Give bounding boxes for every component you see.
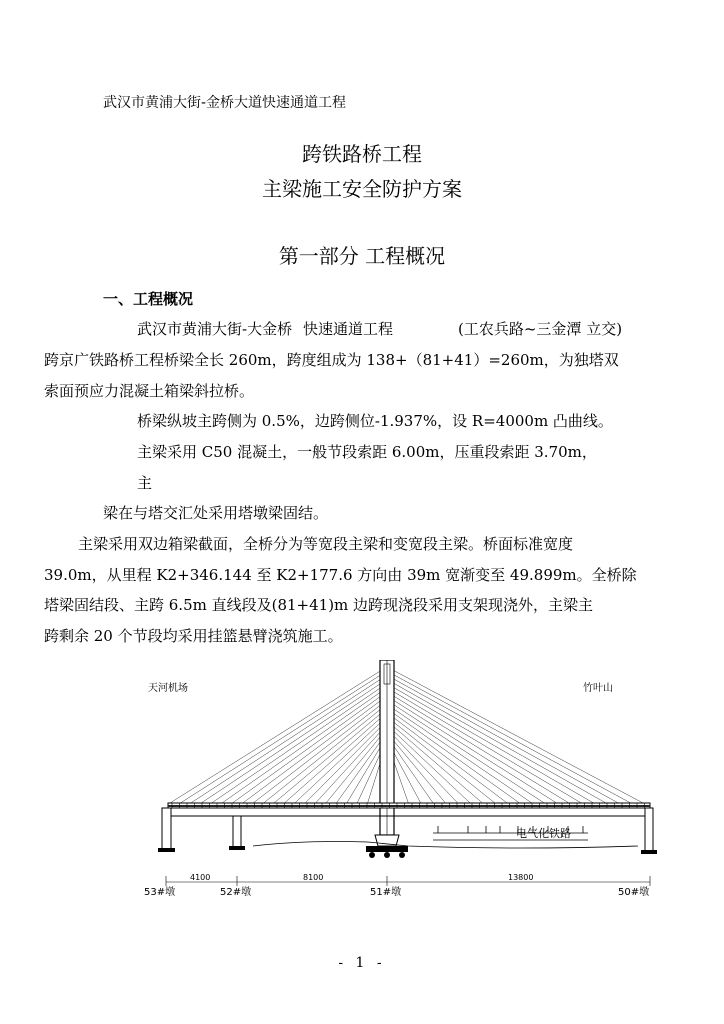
para3-line1: 主梁采用 C50 混凝土，一般节段索距 6.00m，压重段索距 3.70m， [137, 443, 597, 461]
pier-label-50: 50#墩 [618, 887, 650, 898]
stay-cable [389, 702, 544, 803]
bridge-elevation-diagram [138, 660, 658, 910]
doc-title-line2: 主梁施工安全防护方案 [262, 177, 462, 201]
stay-cable [389, 731, 458, 803]
project-name: 武汉市黄浦大街-金桥大道快速通道工程 [103, 95, 347, 111]
pier-label-53: 53#墩 [144, 887, 176, 898]
para4-line2: 39.0m，从里程 K2+346.144 至 K2+177.6 方向由 39m 宽渐变至 49.899m。全桥除 [44, 566, 637, 584]
para1-line1b: 快速通道工程 [303, 320, 394, 338]
stay-cable [284, 714, 385, 803]
stay-cable [389, 739, 433, 803]
para1-line2: 跨京广铁路桥工程桥梁全长 260m，跨度组成为 138+（81+41）=260m，为独塔双 [44, 351, 619, 369]
stay-cable [326, 731, 385, 803]
stay-cable [389, 681, 606, 803]
stay-cable [180, 672, 385, 803]
para4-line3: 塔梁固结段、主跨 6.5m 直线段及(81+41)m 边跨现浇段采用支架现浇外，主梁主 [44, 596, 594, 614]
para1-line3: 索面预应力混凝土箱梁斜拉桥。 [44, 382, 255, 400]
pylon [375, 660, 399, 846]
stay-cable [316, 727, 385, 803]
stay-cable [389, 693, 569, 803]
diagram-right-place: 竹叶山 [583, 683, 613, 694]
railway-label: 电气化铁路 [516, 827, 571, 840]
stay-cable [389, 723, 482, 803]
page-number: - 1 - [338, 955, 386, 971]
span-label-3: 13800 [508, 873, 534, 882]
span-label-1: 4100 [190, 873, 211, 882]
side-piers [162, 808, 653, 852]
diagram-left-place: 天河机场 [148, 683, 188, 694]
stay-cable [389, 727, 470, 803]
para2: 桥梁纵坡主跨侧为 0.5%，边跨侧位-1.937%，设 R=4000m 凸曲线。 [137, 412, 613, 430]
section-heading: 一、工程概况 [103, 290, 194, 308]
stay-cable [389, 706, 532, 803]
deck [168, 803, 650, 816]
stay-cable [170, 668, 385, 803]
stay-cable [232, 693, 385, 803]
stay-cable [389, 735, 445, 803]
para4-line1: 主梁采用双边箱梁截面，全桥分为等宽段主梁和变宽段主梁。桥面标准宽度 [78, 535, 574, 553]
ground-line [253, 842, 638, 849]
stay-cable [336, 735, 385, 803]
para4-line4: 跨剩余 20 个节段均采用挂篮悬臂浇筑施工。 [44, 627, 343, 645]
pier-label-52: 52#墩 [220, 887, 252, 898]
stay-cable [264, 706, 385, 803]
doc-title-line1: 跨铁路桥工程 [302, 142, 422, 166]
stay-cable [274, 710, 385, 803]
part-title: 第一部分 工程概况 [278, 244, 446, 268]
para3-line3: 梁在与塔交汇处采用塔墩梁固结。 [103, 504, 329, 522]
span-label-2: 8100 [303, 873, 324, 882]
pier-label-51: 51#墩 [370, 887, 402, 898]
para1-line1c: (工农兵路~三金潭 立交) [458, 320, 623, 338]
stay-cable [201, 681, 385, 803]
stay-cable [389, 710, 520, 803]
dimension-line [166, 876, 650, 886]
para1-line1a: 武汉市黄浦大街-大金桥 [137, 320, 293, 338]
stay-cable [389, 685, 594, 803]
para3-line2: 主 [137, 474, 153, 492]
stay-cable [253, 702, 385, 803]
stay-cable [212, 685, 385, 803]
stay-cable [389, 689, 581, 803]
stay-cable [389, 714, 507, 803]
